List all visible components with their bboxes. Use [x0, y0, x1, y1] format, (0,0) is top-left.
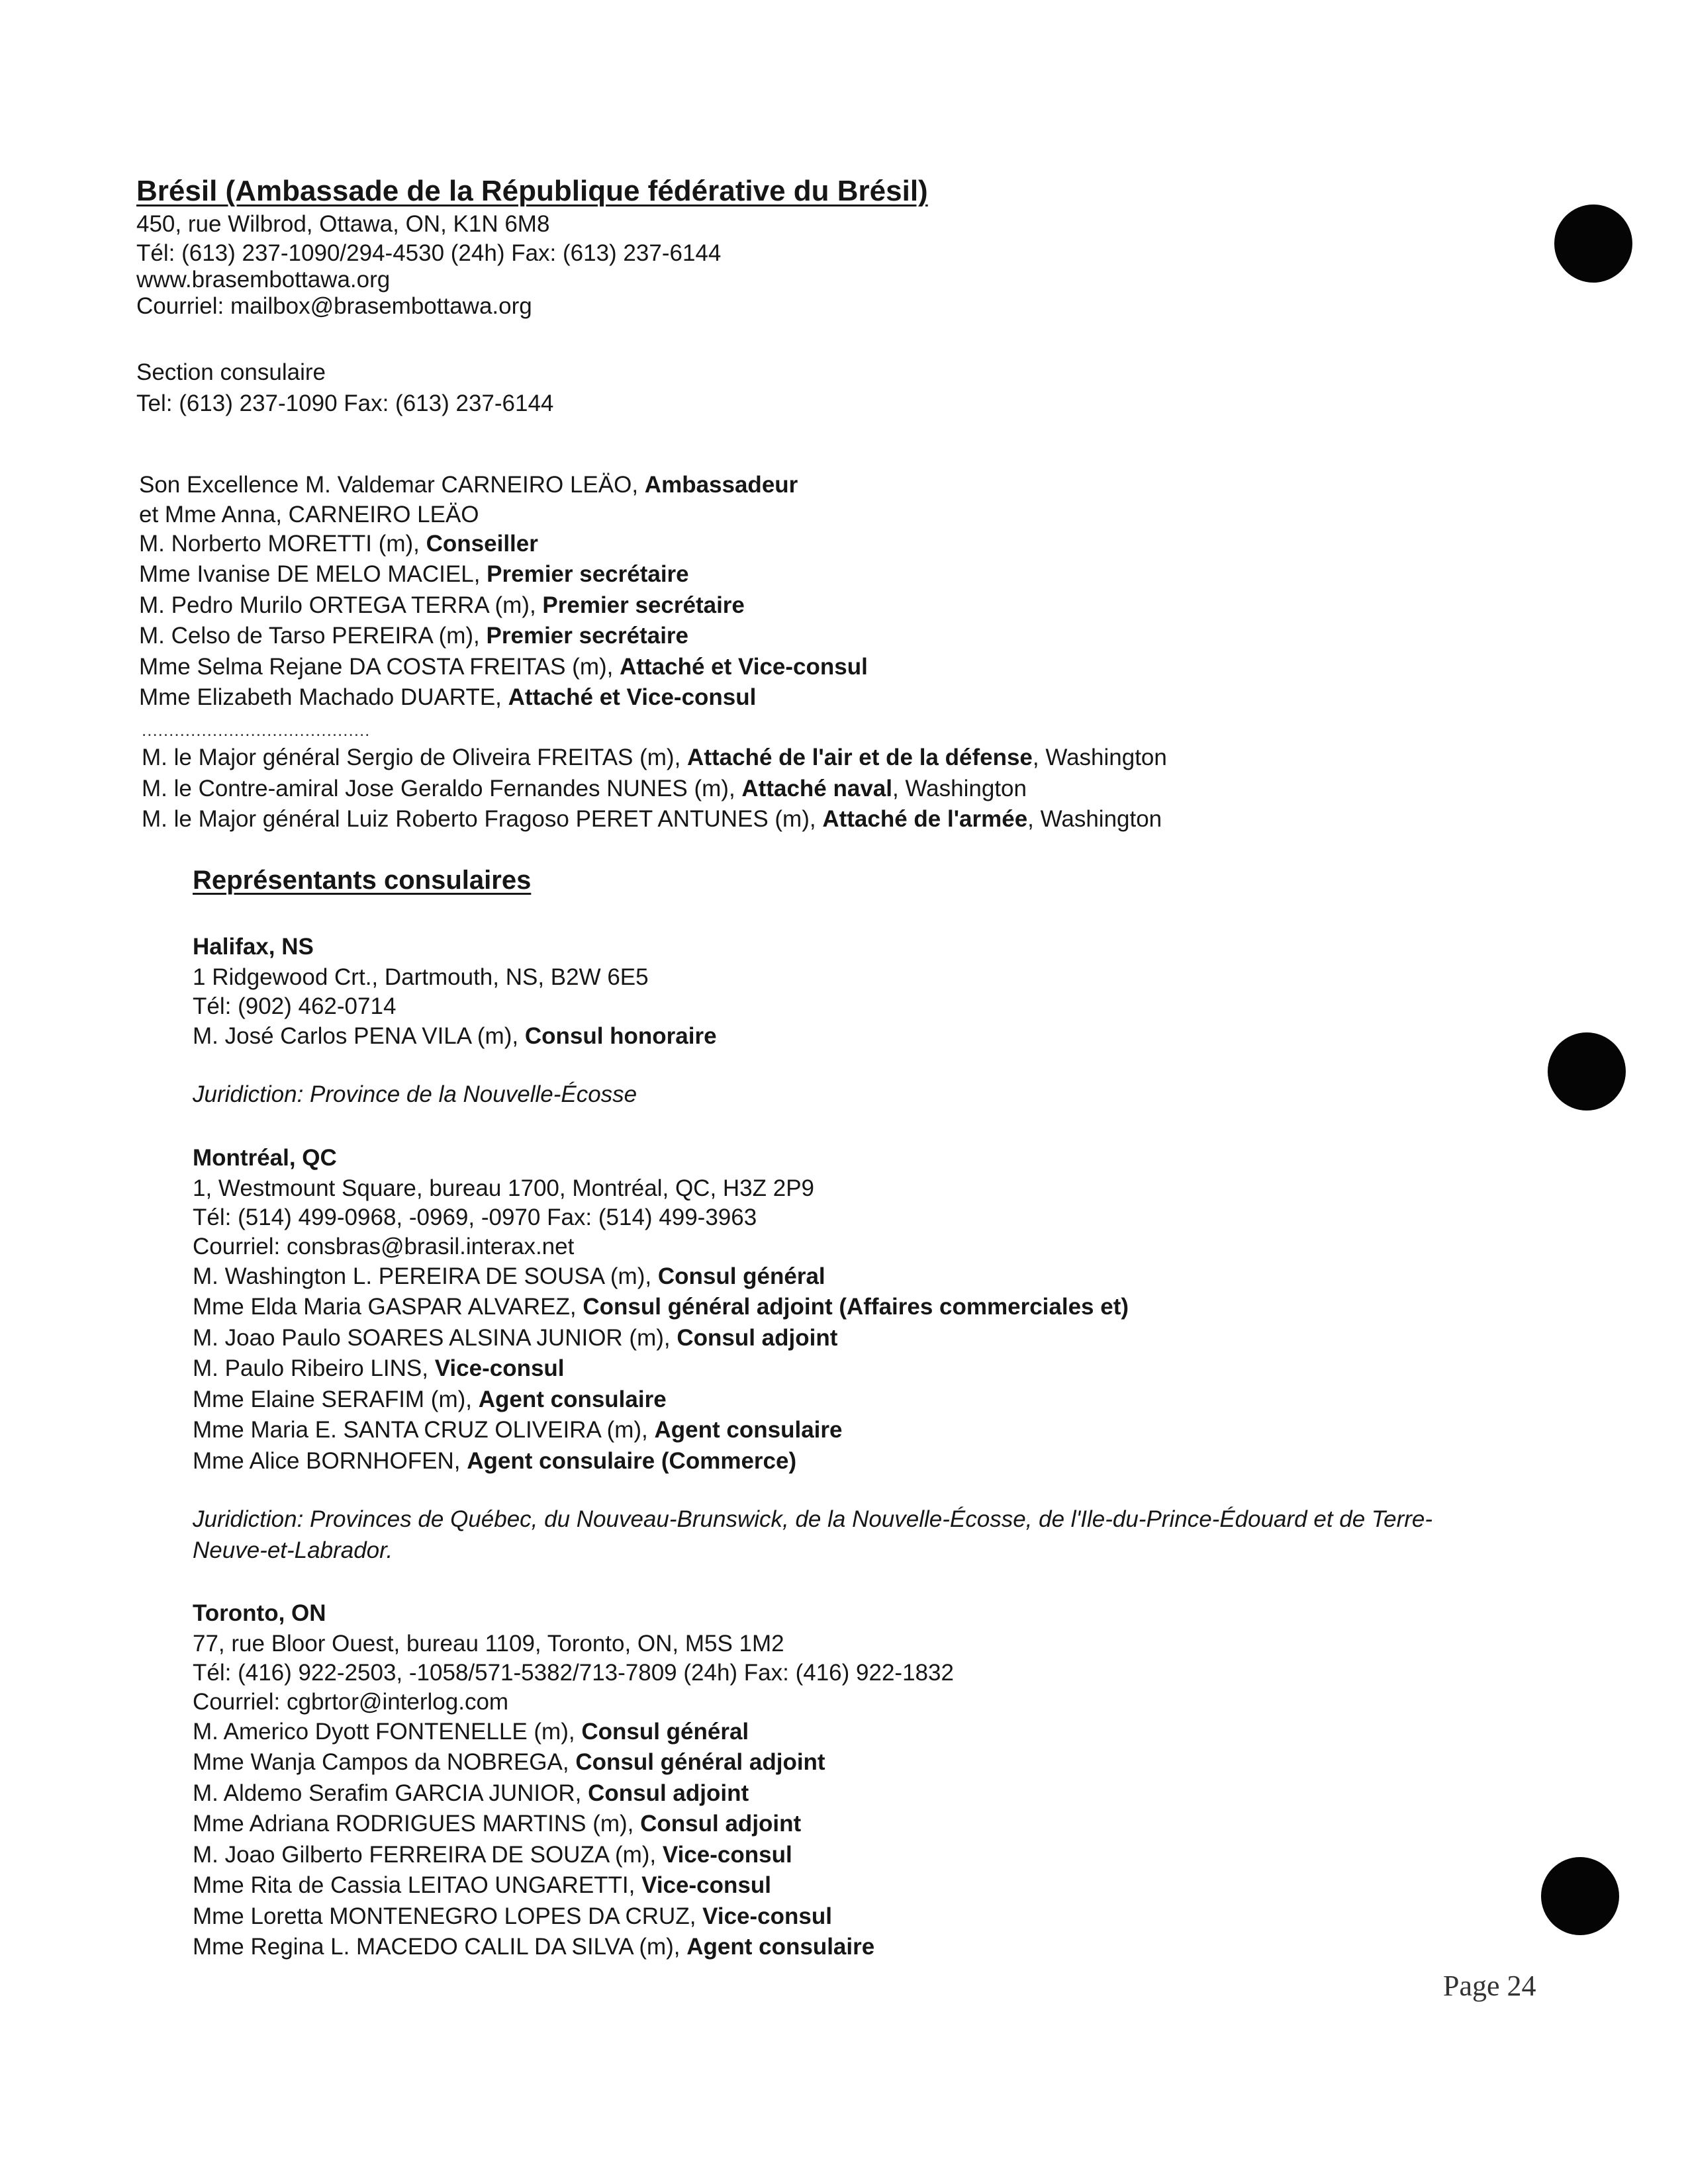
toronto-phone: Tél: (416) 922-2503, -1058/571-5382/713-7809 (24h) Fax: (416) 922-1832 [193, 1659, 954, 1686]
city-heading: Halifax, NS [193, 934, 314, 960]
halifax-address: 1 Ridgewood Crt., Dartmouth, NS, B2W 6E5 [193, 964, 649, 990]
person-row: Mme Regina L. MACEDO CALIL DA SILVA (m), Agent consulaire [193, 1934, 875, 1960]
halifax-jurisdiction: Juridiction: Province de la Nouvelle-Écosse [193, 1081, 637, 1107]
punch-hole [1554, 205, 1632, 283]
person-row: Mme Elaine SERAFIM (m), Agent consulaire [193, 1386, 667, 1412]
embassy-email: Courriel: mailbox@brasembottawa.org [136, 293, 532, 319]
consular-section [136, 357, 553, 419]
person-row: M. Americo Dyott FONTENELLE (m), Consul général [193, 1718, 749, 1745]
staff-row: Mme Elizabeth Machado DUARTE, Attaché et Vice-consul [139, 684, 757, 710]
consular-section-phone: Tel: (613) 237-1090 Fax: (613) 237-6144 [136, 390, 554, 416]
montreal-address: 1, Westmount Square, bureau 1700, Montréal, QC, H3Z 2P9 [193, 1175, 815, 1201]
person-row: M. Paulo Ribeiro LINS, Vice-consul [193, 1355, 565, 1381]
person-row: Mme Loretta MONTENEGRO LOPES DA CRUZ, Vice-consul [193, 1903, 832, 1929]
punch-hole [1548, 1032, 1626, 1111]
person-row: Mme Maria E. SANTA CRUZ OLIVEIRA (m), Agent consulaire [193, 1417, 843, 1443]
separator: .......................................... [142, 720, 371, 740]
military-row: M. le Major général Sergio de Oliveira FREITAS (m), Attaché de l'air et de la défense, Washington [142, 745, 1167, 770]
embassy-phone: Tél: (613) 237-1090/294-4530 (24h) Fax: (613) 237-6144 [136, 240, 722, 266]
halifax-section [193, 932, 717, 1111]
page-title: Brésil (Ambassade de la République fédérative du Brésil) [136, 175, 928, 207]
person-row: M. Aldemo Serafim GARCIA JUNIOR, Consul adjoint [193, 1780, 749, 1806]
person-row: M. Washington L. PEREIRA DE SOUSA (m), Consul général [193, 1263, 825, 1289]
toronto-address: 77, rue Bloor Ouest, bureau 1109, Toronto, ON, M5S 1M2 [193, 1630, 784, 1657]
staff-row: Mme Ivanise DE MELO MACIEL, Premier secrétaire [139, 561, 689, 587]
city-heading: Montréal, QC [193, 1145, 337, 1171]
military-row: M. le Major général Luiz Roberto Fragoso PERET ANTUNES (m), Attaché de l'armée, Washington [142, 806, 1162, 832]
staff-row: Son Excellence M. Valdemar CARNEIRO LEÄO, Ambassadeur [139, 472, 798, 498]
staff-row: M. Norberto MORETTI (m), Conseiller [139, 530, 538, 557]
person-row: Mme Alice BORNHOFEN, Agent consulaire (Commerce) [193, 1447, 797, 1474]
person-row: Mme Rita de Cassia LEITAO UNGARETTI, Vice-consul [193, 1872, 771, 1898]
military-row: M. le Contre-amiral Jose Geraldo Fernandes NUNES (m), Attaché naval, Washington [142, 775, 1027, 801]
person-row: M. José Carlos PENA VILA (m), Consul honoraire [193, 1023, 717, 1049]
military-list [142, 743, 1167, 835]
staff-row: Mme Selma Rejane DA COSTA FREITAS (m), Attaché et Vice-consul [139, 653, 868, 680]
person-row: M. Joao Gilberto FERREIRA DE SOUZA (m), Vice-consul [193, 1841, 792, 1868]
staff-list [139, 470, 868, 713]
montreal-jurisdiction-line1: Juridiction: Provinces de Québec, du Nouveau-Brunswick, de la Nouvelle-Écosse, de l'Ile-du-Prince-Édouard et de Terre- [193, 1506, 1432, 1532]
person-row: Mme Adriana RODRIGUES MARTINS (m), Consul adjoint [193, 1811, 802, 1837]
toronto-section [193, 1598, 954, 1963]
person-row: M. Joao Paulo SOARES ALSINA JUNIOR (m), Consul adjoint [193, 1324, 838, 1351]
toronto-email: Courriel: cgbrtor@interlog.com [193, 1688, 509, 1715]
page-number: Page 24 [1443, 1970, 1536, 2002]
consular-reps-heading: Représentants consulaires [193, 866, 532, 895]
staff-row: M. Pedro Murilo ORTEGA TERRA (m), Premier secrétaire [139, 592, 745, 618]
consular-section-title: Section consulaire [136, 359, 326, 385]
montreal-jurisdiction-line2: Neuve-et-Labrador. [193, 1537, 393, 1563]
person-row: Mme Elda Maria GASPAR ALVAREZ, Consul général adjoint (Affaires commerciales et) [193, 1294, 1129, 1320]
staff-row: et Mme Anna, CARNEIRO LEÄO [139, 501, 479, 527]
embassy-address: 450, rue Wilbrod, Ottawa, ON, K1N 6M8 [136, 211, 550, 237]
staff-row: M. Celso de Tarso PEREIRA (m), Premier secrétaire [139, 623, 689, 649]
punch-hole [1541, 1857, 1619, 1935]
city-heading: Toronto, ON [193, 1600, 326, 1626]
person-row: Mme Wanja Campos da NOBREGA, Consul général adjoint [193, 1749, 825, 1775]
halifax-phone: Tél: (902) 462-0714 [193, 993, 397, 1019]
montreal-phone: Tél: (514) 499-0968, -0969, -0970 Fax: (514) 499-3963 [193, 1204, 757, 1230]
embassy-contact [136, 209, 721, 320]
embassy-website: www.brasembottawa.org [136, 266, 391, 293]
montreal-email: Courriel: consbras@brasil.interax.net [193, 1233, 575, 1259]
montreal-section [193, 1143, 1432, 1566]
